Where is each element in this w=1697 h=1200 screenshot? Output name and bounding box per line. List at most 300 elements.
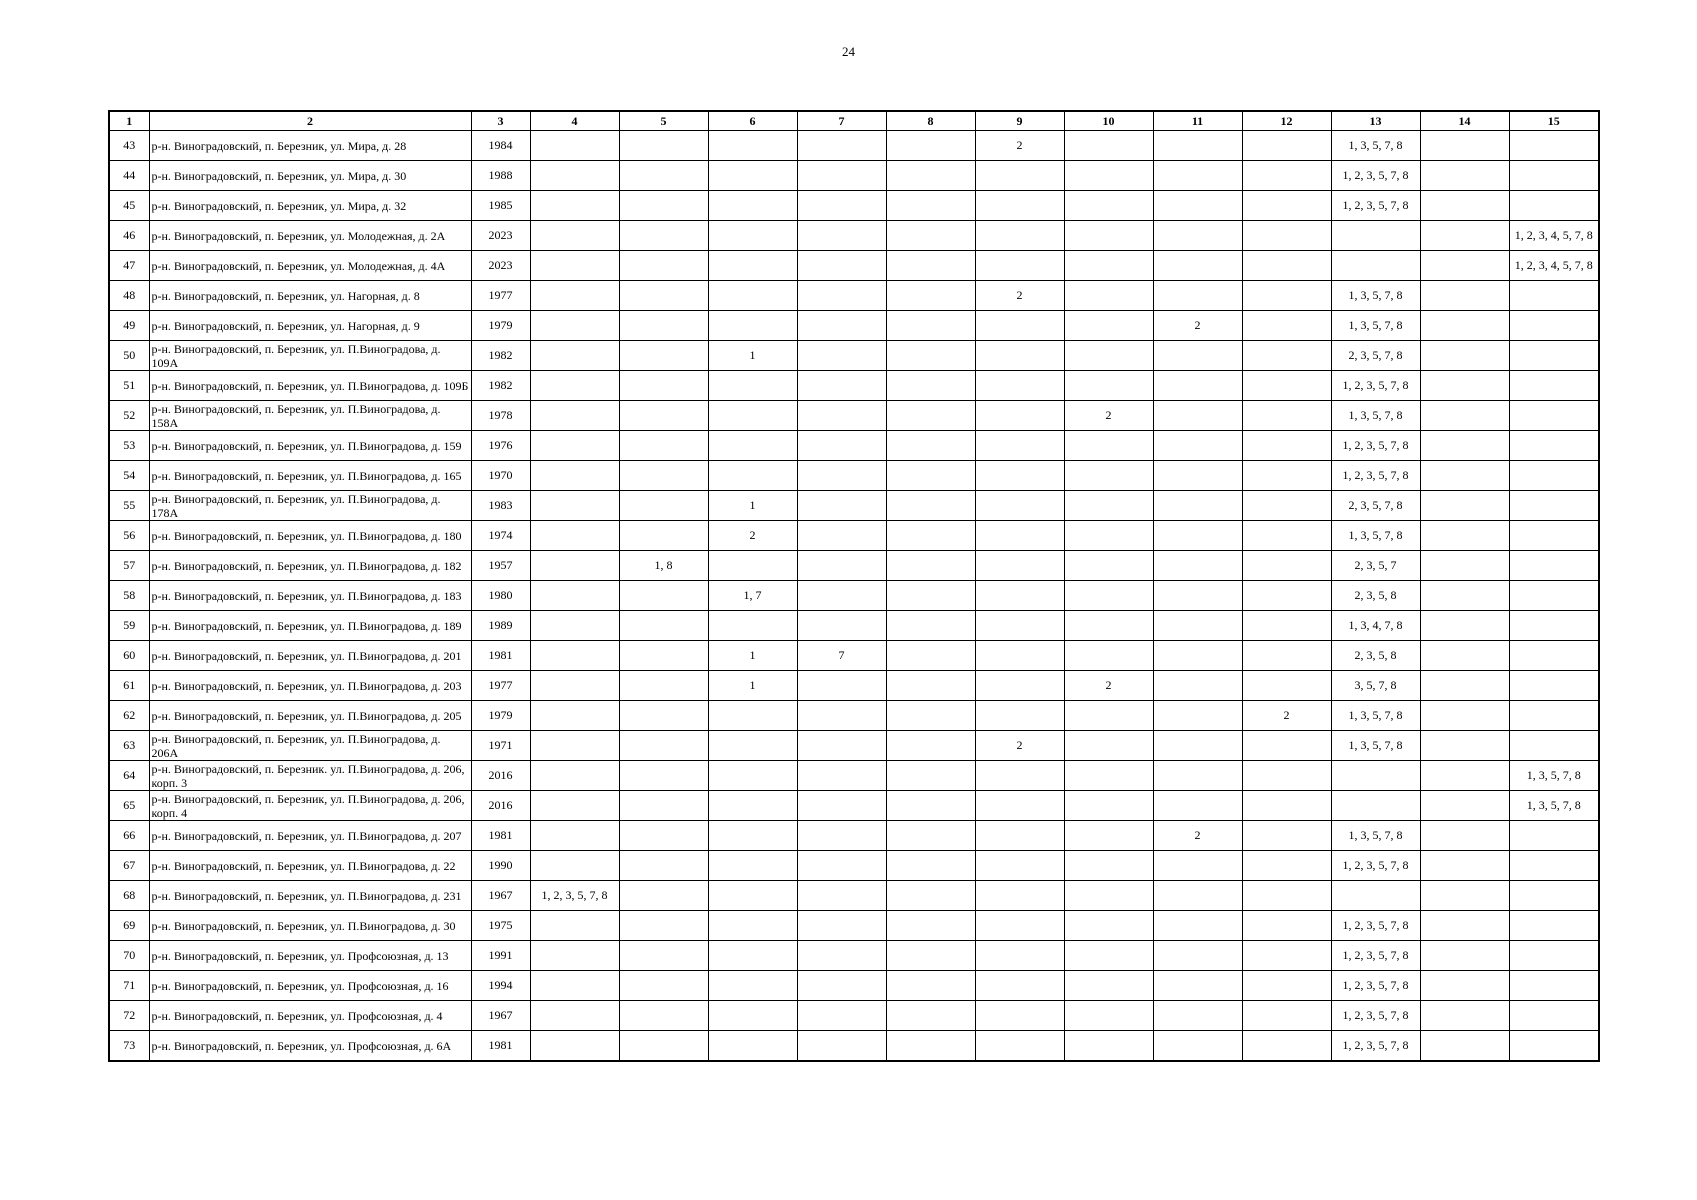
table-cell [1242,281,1331,311]
table-cell: 1, 2, 3, 5, 7, 8 [1331,431,1420,461]
column-header: 15 [1509,111,1599,131]
table-row [109,311,1599,341]
table-cell [797,911,886,941]
table-cell [886,131,975,161]
address-cell: р-н. Виноградовский, п. Березник, ул. П.Виноградова, д. 109А [149,341,471,371]
address-cell: р-н. Виноградовский, п. Березник, ул. П.Виноградова, д. 178А [149,491,471,521]
table-cell [1153,401,1242,431]
table-row [109,461,1599,491]
table-cell [1153,881,1242,911]
table-cell [1153,521,1242,551]
table-cell [530,461,619,491]
table-cell [797,341,886,371]
table-cell: 1, 3, 5, 7, 8 [1509,761,1599,791]
table-cell: 1, 3, 5, 7, 8 [1331,701,1420,731]
table-cell [886,281,975,311]
table-cell [1064,1001,1153,1031]
table-row [109,401,1599,431]
table-cell [797,131,886,161]
table-cell [530,341,619,371]
table-cell [619,851,708,881]
address-cell: р-н. Виноградовский, п. Березник, ул. П.Виноградова, д. 22 [149,851,471,881]
table-cell [797,551,886,581]
address-cell: р-н. Виноградовский, п. Березник, ул. П.Виноградова, д. 203 [149,671,471,701]
year-cell: 1980 [471,581,530,611]
table-cell [1509,911,1599,941]
table-cell [619,881,708,911]
table-row [109,1001,1599,1031]
table-cell [530,791,619,821]
table-cell [1420,791,1509,821]
table-cell: 2 [975,731,1064,761]
table-cell [1153,671,1242,701]
table-cell [886,611,975,641]
table-row [109,281,1599,311]
table-cell [1064,431,1153,461]
year-cell: 1976 [471,431,530,461]
table-cell [1064,731,1153,761]
table-cell [797,491,886,521]
table-row [109,221,1599,251]
row-number-cell: 51 [109,371,149,401]
table-cell [530,761,619,791]
table-cell [530,1031,619,1062]
table-cell [530,371,619,401]
table-cell [975,821,1064,851]
address-cell: р-н. Виноградовский, п. Березник, ул. Мира, д. 28 [149,131,471,161]
table-cell [1331,761,1420,791]
table-cell [1242,551,1331,581]
table-cell [530,971,619,1001]
column-header: 11 [1153,111,1242,131]
address-cell: р-н. Виноградовский, п. Березник, ул. П.Виноградова, д. 109Б [149,371,471,401]
table-cell [530,131,619,161]
table-cell [886,551,975,581]
table-row [109,971,1599,1001]
table-cell [619,341,708,371]
table-cell [708,401,797,431]
table-cell [1242,671,1331,701]
table-row [109,551,1599,581]
table-cell [1242,821,1331,851]
table-cell [1420,431,1509,461]
table-cell: 3, 5, 7, 8 [1331,671,1420,701]
table-cell [886,431,975,461]
year-cell: 1989 [471,611,530,641]
table-cell [530,1001,619,1031]
row-number-cell: 54 [109,461,149,491]
year-cell: 1979 [471,701,530,731]
table-cell [708,791,797,821]
column-header: 13 [1331,111,1420,131]
table-cell [886,221,975,251]
table-row [109,851,1599,881]
year-cell: 1990 [471,851,530,881]
table-cell [797,1031,886,1062]
table-cell: 2 [1064,401,1153,431]
table-cell [530,221,619,251]
table-cell [619,311,708,341]
column-header: 9 [975,111,1064,131]
table-cell [886,1001,975,1031]
row-number-cell: 48 [109,281,149,311]
table-cell [975,671,1064,701]
table-cell [1420,1001,1509,1031]
row-number-cell: 70 [109,941,149,971]
table-cell [1064,341,1153,371]
table-cell [1064,191,1153,221]
table-cell [1420,821,1509,851]
table-cell [1153,551,1242,581]
table-cell: 2 [708,521,797,551]
table-cell [1420,761,1509,791]
table-cell [1242,1031,1331,1062]
address-cell: р-н. Виноградовский, п. Березник, ул. Нагорная, д. 8 [149,281,471,311]
table-cell: 1 [708,341,797,371]
table-cell: 2, 3, 5, 8 [1331,581,1420,611]
year-cell: 1982 [471,371,530,401]
row-number-cell: 59 [109,611,149,641]
year-cell: 1967 [471,1001,530,1031]
address-cell: р-н. Виноградовский, п. Березник, ул. П.Виноградова, д. 189 [149,611,471,641]
table-cell [797,431,886,461]
table-cell [975,791,1064,821]
year-cell: 1977 [471,281,530,311]
table-cell [530,611,619,641]
table-cell [886,821,975,851]
table-cell [886,851,975,881]
column-header: 5 [619,111,708,131]
address-cell: р-н. Виноградовский, п. Березник, ул. П.Виноградова, д. 165 [149,461,471,491]
table-cell [1242,221,1331,251]
row-number-cell: 56 [109,521,149,551]
table-cell [619,521,708,551]
table-cell [1509,851,1599,881]
table-cell [886,251,975,281]
table-cell [530,581,619,611]
table-cell [708,251,797,281]
table-cell [975,761,1064,791]
table-cell [530,911,619,941]
table-cell [708,131,797,161]
table-cell [1420,371,1509,401]
table-row [109,881,1599,911]
row-number-cell: 53 [109,431,149,461]
table-cell [1420,281,1509,311]
table-cell [1509,311,1599,341]
table-cell [1509,671,1599,701]
row-number-cell: 57 [109,551,149,581]
table-cell [797,971,886,1001]
table-cell [1420,191,1509,221]
table-cell [1064,851,1153,881]
year-cell: 1991 [471,941,530,971]
table-cell: 2, 3, 5, 7, 8 [1331,491,1420,521]
column-header: 8 [886,111,975,131]
table-cell [1153,611,1242,641]
year-cell: 1970 [471,461,530,491]
table-cell [619,251,708,281]
table-cell [530,551,619,581]
table-row [109,491,1599,521]
year-cell: 1967 [471,881,530,911]
table-cell [619,581,708,611]
row-number-cell: 49 [109,311,149,341]
table-cell [1153,581,1242,611]
row-number-cell: 69 [109,911,149,941]
table-cell [1153,971,1242,1001]
table-cell [1420,971,1509,1001]
row-number-cell: 68 [109,881,149,911]
table-cell [619,1031,708,1062]
table-cell: 2 [1153,311,1242,341]
table-cell: 2 [975,131,1064,161]
table-cell [886,701,975,731]
table-cell [1153,161,1242,191]
table-cell [1153,641,1242,671]
table-cell [886,311,975,341]
column-header: 1 [109,111,149,131]
table-cell [1509,641,1599,671]
address-cell: р-н. Виноградовский, п. Березник, ул. П.Виноградова, д. 231 [149,881,471,911]
table-cell [1153,191,1242,221]
address-cell: р-н. Виноградовский, п. Березник, ул. Мира, д. 30 [149,161,471,191]
table-cell [708,911,797,941]
table-cell [975,611,1064,641]
table-cell [797,791,886,821]
table-cell [797,761,886,791]
row-number-cell: 44 [109,161,149,191]
table-cell [975,341,1064,371]
table-cell [1331,221,1420,251]
table-cell [1064,281,1153,311]
table-cell [975,641,1064,671]
table-cell [530,731,619,761]
table-cell [1064,221,1153,251]
table-cell [975,971,1064,1001]
table-cell [1242,1001,1331,1031]
table-cell [619,671,708,701]
table-cell: 1, 2, 3, 5, 7, 8 [1331,1001,1420,1031]
table-cell [530,491,619,521]
table-cell: 1, 3, 4, 7, 8 [1331,611,1420,641]
table-cell [1242,461,1331,491]
table-cell: 1, 3, 5, 7, 8 [1331,401,1420,431]
table-cell [1064,581,1153,611]
column-header: 14 [1420,111,1509,131]
table-cell [1509,1001,1599,1031]
table-cell [1331,791,1420,821]
table-cell [1509,521,1599,551]
table-cell [886,1031,975,1062]
table-cell [530,941,619,971]
table-cell [975,371,1064,401]
table-cell [797,941,886,971]
row-number-cell: 45 [109,191,149,221]
year-cell: 2023 [471,221,530,251]
table-cell [530,641,619,671]
table-cell [1153,731,1242,761]
column-header: 6 [708,111,797,131]
table-row [109,161,1599,191]
table-cell [1509,941,1599,971]
table-cell [797,821,886,851]
table-cell [1242,971,1331,1001]
row-number-cell: 47 [109,251,149,281]
table-cell [975,521,1064,551]
table-cell [1153,761,1242,791]
table-cell [1420,401,1509,431]
table-cell [619,131,708,161]
table-cell [797,701,886,731]
table-cell: 1, 3, 5, 7, 8 [1509,791,1599,821]
table-cell [1420,521,1509,551]
table-cell [530,701,619,731]
table-row [109,761,1599,791]
table-cell [1153,491,1242,521]
table-cell [708,941,797,971]
row-number-cell: 67 [109,851,149,881]
table-cell [708,161,797,191]
table-cell [619,401,708,431]
table-cell [1242,731,1331,761]
table-cell [1153,911,1242,941]
year-cell: 1981 [471,641,530,671]
row-number-cell: 61 [109,671,149,701]
table-cell [886,371,975,401]
table-cell [1420,251,1509,281]
table-cell: 1 [708,641,797,671]
table-cell [1509,431,1599,461]
address-cell: р-н. Виноградовский, п. Березник, ул. П.Виноградова, д. 159 [149,431,471,461]
table-cell [1153,791,1242,821]
table-cell [708,431,797,461]
table-cell: 2, 3, 5, 7, 8 [1331,341,1420,371]
table-cell [797,371,886,401]
table-cell [619,791,708,821]
table-cell [1064,641,1153,671]
table-cell [708,971,797,1001]
table-cell [975,881,1064,911]
row-number-cell: 62 [109,701,149,731]
year-cell: 2016 [471,791,530,821]
table-cell [975,851,1064,881]
table-cell [1420,221,1509,251]
table-cell [708,371,797,401]
table-cell [619,1001,708,1031]
table-cell [886,401,975,431]
year-cell: 1983 [471,491,530,521]
address-cell: р-н. Виноградовский, п. Березник, ул. Молодежная, д. 4А [149,251,471,281]
table-cell: 1, 2, 3, 5, 7, 8 [1331,1031,1420,1062]
table-cell [530,281,619,311]
table-row [109,431,1599,461]
table-row [109,701,1599,731]
table-cell [975,251,1064,281]
table-cell [1242,491,1331,521]
column-header: 4 [530,111,619,131]
table-cell [886,761,975,791]
table-cell [975,461,1064,491]
address-cell: р-н. Виноградовский, п. Березник, ул. П.Виноградова, д. 183 [149,581,471,611]
table-cell: 1, 2, 3, 4, 5, 7, 8 [1509,251,1599,281]
table-cell [797,311,886,341]
table-cell [708,551,797,581]
year-cell: 1978 [471,401,530,431]
table-cell [619,731,708,761]
table-cell [619,971,708,1001]
row-number-cell: 63 [109,731,149,761]
table-cell [1064,611,1153,641]
table-cell [797,191,886,221]
table-cell [797,281,886,311]
table-cell [1242,791,1331,821]
table-cell [619,191,708,221]
table-cell: 1, 2, 3, 5, 7, 8 [1331,371,1420,401]
table-cell [1064,791,1153,821]
table-cell: 1, 2, 3, 4, 5, 7, 8 [1509,221,1599,251]
table-row [109,611,1599,641]
table-cell [530,251,619,281]
table-cell [1064,551,1153,581]
table-cell [619,431,708,461]
table-cell [619,161,708,191]
table-row [109,191,1599,221]
table-cell [975,911,1064,941]
row-number-cell: 64 [109,761,149,791]
table-cell [975,221,1064,251]
table-cell [1064,761,1153,791]
year-cell: 1979 [471,311,530,341]
year-cell: 2016 [471,761,530,791]
address-cell: р-н. Виноградовский, п. Березник, ул. П.Виноградова, д. 206А [149,731,471,761]
column-header: 10 [1064,111,1153,131]
table-row [109,641,1599,671]
table-row [109,581,1599,611]
year-cell: 2023 [471,251,530,281]
table-cell [797,521,886,551]
table-cell [797,1001,886,1031]
table-cell [530,401,619,431]
table-cell [1509,491,1599,521]
table-cell [797,881,886,911]
year-cell: 1975 [471,911,530,941]
table-cell [1064,311,1153,341]
table-cell [530,431,619,461]
table-cell [1420,731,1509,761]
table-cell: 1 [708,671,797,701]
table-row [109,911,1599,941]
table-cell [1420,881,1509,911]
table-cell [886,191,975,221]
address-cell: р-н. Виноградовский, п. Березник, ул. П.Виноградова, д. 205 [149,701,471,731]
table-cell [1153,941,1242,971]
housing-register-table [108,110,1600,1062]
table-cell [619,461,708,491]
table-cell [1509,131,1599,161]
column-header: 7 [797,111,886,131]
table-cell [886,461,975,491]
table-cell [1064,1031,1153,1062]
table-cell [886,731,975,761]
year-cell: 1994 [471,971,530,1001]
address-cell: р-н. Виноградовский, п. Березник, ул. П.Виноградова, д. 207 [149,821,471,851]
table-cell [886,671,975,701]
table-cell [1242,521,1331,551]
table-cell [1509,971,1599,1001]
table-cell [708,281,797,311]
table-cell [619,491,708,521]
